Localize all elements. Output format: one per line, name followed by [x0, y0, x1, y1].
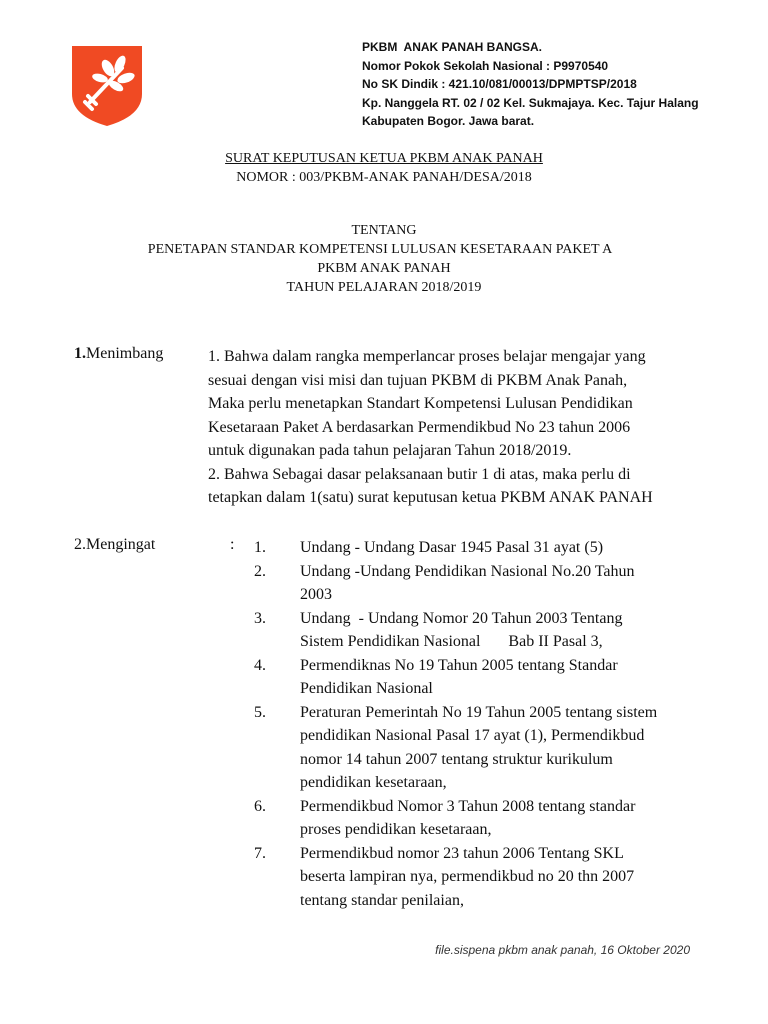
list-item: [254, 536, 714, 560]
item-line: tentang standar penilaian,: [300, 891, 464, 909]
item-line: pendidikan kesetaraan,: [300, 774, 447, 791]
item-number: 3.: [254, 609, 266, 627]
item-line: 2003: [300, 586, 332, 603]
item-line: proses pendidikan kesetaraan,: [300, 821, 492, 838]
school-name: PKBM ANAK PANAH BANGSA.: [362, 40, 542, 54]
subject-line: PKBM ANAK PANAH: [317, 261, 451, 276]
menimbang-line: tetapkan dalam 1(satu) surat keputusan ketua PKBM ANAK PANAH: [208, 489, 653, 506]
item-number: 6.: [254, 797, 266, 815]
school-address: Kp. Nanggela RT. 02 / 02 Kel. Sukmajaya. Kec. Tajur Halang: [362, 95, 699, 110]
menimbang-word: Menimbang: [86, 345, 164, 362]
item-line: Undang - Undang Dasar 1945 Pasal 31 ayat (5): [300, 539, 604, 556]
item-line: Undang - Undang Nomor 20 Tahun 2003 Tentang: [300, 609, 623, 627]
list-item: [254, 654, 714, 701]
decree-number: NOMOR : 003/PKBM-ANAK PANAH/DESA/2018: [236, 170, 532, 185]
menimbang-line: 1. Bahwa dalam rangka memperlancar proses belajar mengajar yang: [208, 348, 646, 365]
item-line: nomor 14 tahun 2007 tentang struktur kurikulum: [300, 750, 613, 768]
menimbang-number: 1.: [74, 345, 86, 362]
menimbang-line: untuk digunakan pada tahun pelajaran Tahun 2018/2019.: [208, 442, 572, 459]
item-line: Sistem Pendidikan Nasional Bab II Pasal 3,: [300, 633, 603, 650]
subject-year: TAHUN PELAJARAN 2018/2019: [286, 280, 482, 295]
item-number: 7.: [254, 844, 266, 862]
menimbang-line: 2. Bahwa Sebagai dasar pelaksanaan butir 1 di atas, maka perlu di: [208, 465, 631, 483]
school-header: [362, 38, 699, 131]
subject-line: PENETAPAN STANDAR KOMPETENSI LULUSAN KESETARAAN PAKET A: [147, 242, 613, 257]
mengingat-colon: :: [230, 536, 235, 553]
subject-tentang: TENTANG: [351, 223, 417, 238]
menimbang-line: Maka perlu menetapkan Standart Kompetensi Lulusan Pendidikan: [208, 395, 633, 412]
school-region: Kabupaten Bogor. Jawa barat.: [362, 114, 535, 128]
item-number: 5.: [254, 703, 266, 721]
list-item: [254, 701, 714, 795]
school-npsn: Nomor Pokok Sekolah Nasional : P9970540: [362, 58, 609, 73]
item-line: beserta lampiran nya, permendikbud no 20 thn 2007: [300, 868, 635, 885]
menimbang-line: Kesetaraan Paket A berdasarkan Permendikbud No 23 tahun 2006: [208, 418, 631, 436]
decree-title: [0, 149, 768, 187]
menimbang-content: [208, 345, 708, 510]
item-line: Peraturan Pemerintah No 19 Tahun 2005 tentang sistem: [300, 703, 658, 721]
item-line: Permendikbud nomor 23 tahun 2006 Tentang SKL: [300, 844, 624, 862]
item-line: Pendidikan Nasional: [300, 680, 433, 697]
decree-subject: [0, 221, 768, 297]
mengingat-label: 2.Mengingat: [74, 536, 156, 553]
menimbang-label: [74, 345, 163, 363]
list-item: [254, 560, 714, 607]
page-footer: file.sispena pkbm anak panah, 16 Oktober 2020: [435, 943, 690, 957]
item-number: 2.: [254, 562, 266, 580]
item-line: Permendikbud Nomor 3 Tahun 2008 tentang standar: [300, 797, 636, 815]
item-number: 1.: [254, 539, 266, 556]
menimbang-line: sesuai dengan visi misi dan tujuan PKBM di PKBM Anak Panah,: [208, 371, 628, 389]
list-item: [254, 795, 714, 842]
item-line: Undang -Undang Pendidikan Nasional No.20 Tahun: [300, 562, 635, 580]
item-number: 4.: [254, 656, 266, 674]
pkbm-logo: [72, 46, 142, 126]
decree-title-line: SURAT KEPUTUSAN KETUA PKBM ANAK PANAH: [225, 151, 543, 166]
list-item: [254, 842, 714, 913]
item-line: pendidikan Nasional Pasal 17 ayat (1), Permendikbud: [300, 727, 645, 744]
list-item: [254, 607, 714, 654]
school-sk: No SK Dindik : 421.10/081/00013/DPMPTSP/2018: [362, 77, 637, 91]
item-line: Permendiknas No 19 Tahun 2005 tentang Standar: [300, 656, 618, 674]
mengingat-list: [254, 536, 714, 912]
